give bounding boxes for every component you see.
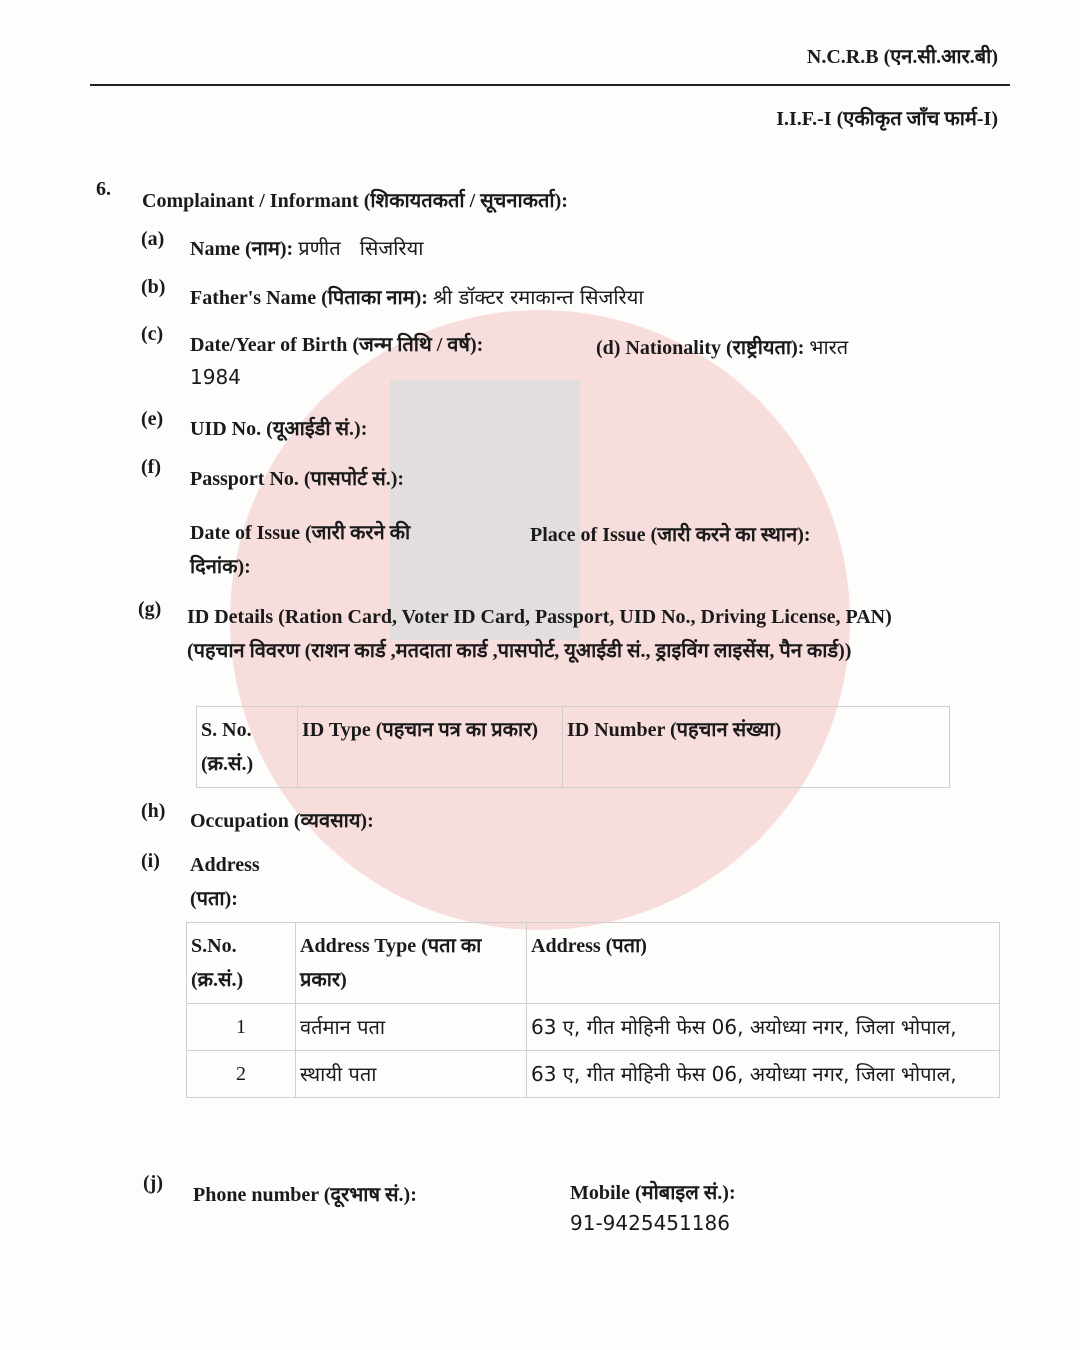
father-name-field — [190, 283, 644, 310]
issue-place-label: Place of Issue (जारी करने का स्थान): — [530, 524, 811, 546]
table-row — [197, 707, 950, 788]
address-value: 63 ए, गीत मोहिनी फेस 06, अयोध्या नगर, जिला भोपाल, — [527, 1051, 1000, 1098]
section-number: 6. — [96, 178, 111, 200]
address-sno: 2 — [187, 1051, 296, 1098]
mark-j: (j) — [143, 1172, 163, 1194]
mark-c: (c) — [141, 323, 164, 345]
dob-value: 1984 — [190, 365, 241, 389]
id-details-label: ID Details (Ration Card, Voter ID Card, Passport, UID No., Driving License, PAN) — [187, 606, 892, 628]
header-form: I.I.F.-I (एकीकृत जाँच फार्म-I) — [776, 108, 998, 130]
name-field — [190, 234, 423, 261]
header-org: N.C.R.B (एन.सी.आर.बी) — [806, 46, 998, 68]
mark-e: (e) — [141, 408, 164, 430]
id-header-number: ID Number (पहचान संख्या) — [563, 707, 950, 788]
occupation-label: Occupation (व्यवसाय): — [190, 810, 374, 832]
nationality-field — [596, 333, 848, 360]
address-table — [186, 922, 1000, 1098]
address-sno: 1 — [187, 1004, 296, 1051]
address-label: Address (पता): — [190, 854, 260, 910]
mark-b: (b) — [141, 276, 166, 298]
passport-label: Passport No. (पासपोर्ट सं.): — [190, 468, 405, 490]
name-value: प्रणीत सिजरिया — [298, 236, 424, 260]
mark-h: (h) — [141, 800, 166, 822]
mark-i: (i) — [141, 850, 160, 872]
mobile-value: 91-9425451186 — [570, 1211, 730, 1235]
mark-g: (g) — [138, 598, 162, 620]
address-header-sno: S.No. (क्र.सं.) — [187, 923, 296, 1004]
dob-label: Date/Year of Birth (जन्म तिथि / वर्ष): — [190, 334, 484, 356]
id-table — [196, 706, 950, 788]
issue-date-label: Date of Issue (जारी करने की दिनांक): — [190, 522, 411, 578]
id-details-heading — [187, 600, 957, 668]
phone-label: Phone number (दूरभाष सं.): — [193, 1184, 417, 1206]
id-details-label-hi: (पहचान विवरण (राशन कार्ड ,मतदाता कार्ड ,पासपोर्ट, यूआईडी सं., ड्राइविंग लाइसेंस, पैन कार्ड)) — [187, 640, 852, 662]
address-header-address: Address (पता) — [527, 923, 1000, 1004]
table-row — [187, 1051, 1000, 1098]
address-type: वर्तमान पता — [296, 1004, 527, 1051]
address-type: स्थायी पता — [296, 1051, 527, 1098]
address-header-type: Address Type (पता का प्रकार) — [296, 923, 527, 1004]
mobile-label: Mobile (मोबाइल सं.): — [570, 1182, 736, 1204]
father-name-value: श्री डॉक्टर रमाकान्त सिजरिया — [432, 285, 644, 309]
id-header-sno: S. No. (क्र.सं.) — [197, 707, 298, 788]
mark-f: (f) — [141, 456, 161, 478]
nationality-value: भारत — [809, 335, 849, 359]
table-row — [187, 923, 1000, 1004]
father-name-label: Father's Name (पिताका नाम): — [190, 287, 428, 309]
name-label: Name (नाम): — [190, 238, 294, 260]
mark-a: (a) — [141, 228, 165, 250]
header-divider — [90, 84, 1010, 86]
table-row — [187, 1004, 1000, 1051]
section-title: Complainant / Informant (शिकायतकर्ता / सूचनाकर्ता): — [142, 190, 568, 212]
id-header-type: ID Type (पहचान पत्र का प्रकार) — [298, 707, 563, 788]
uid-label: UID No. (यूआईडी सं.): — [190, 418, 368, 440]
address-value: 63 ए, गीत मोहिनी फेस 06, अयोध्या नगर, जिला भोपाल, — [527, 1004, 1000, 1051]
mark-d: (d) — [596, 337, 621, 359]
nationality-label: Nationality (राष्ट्रीयता): — [625, 337, 805, 359]
